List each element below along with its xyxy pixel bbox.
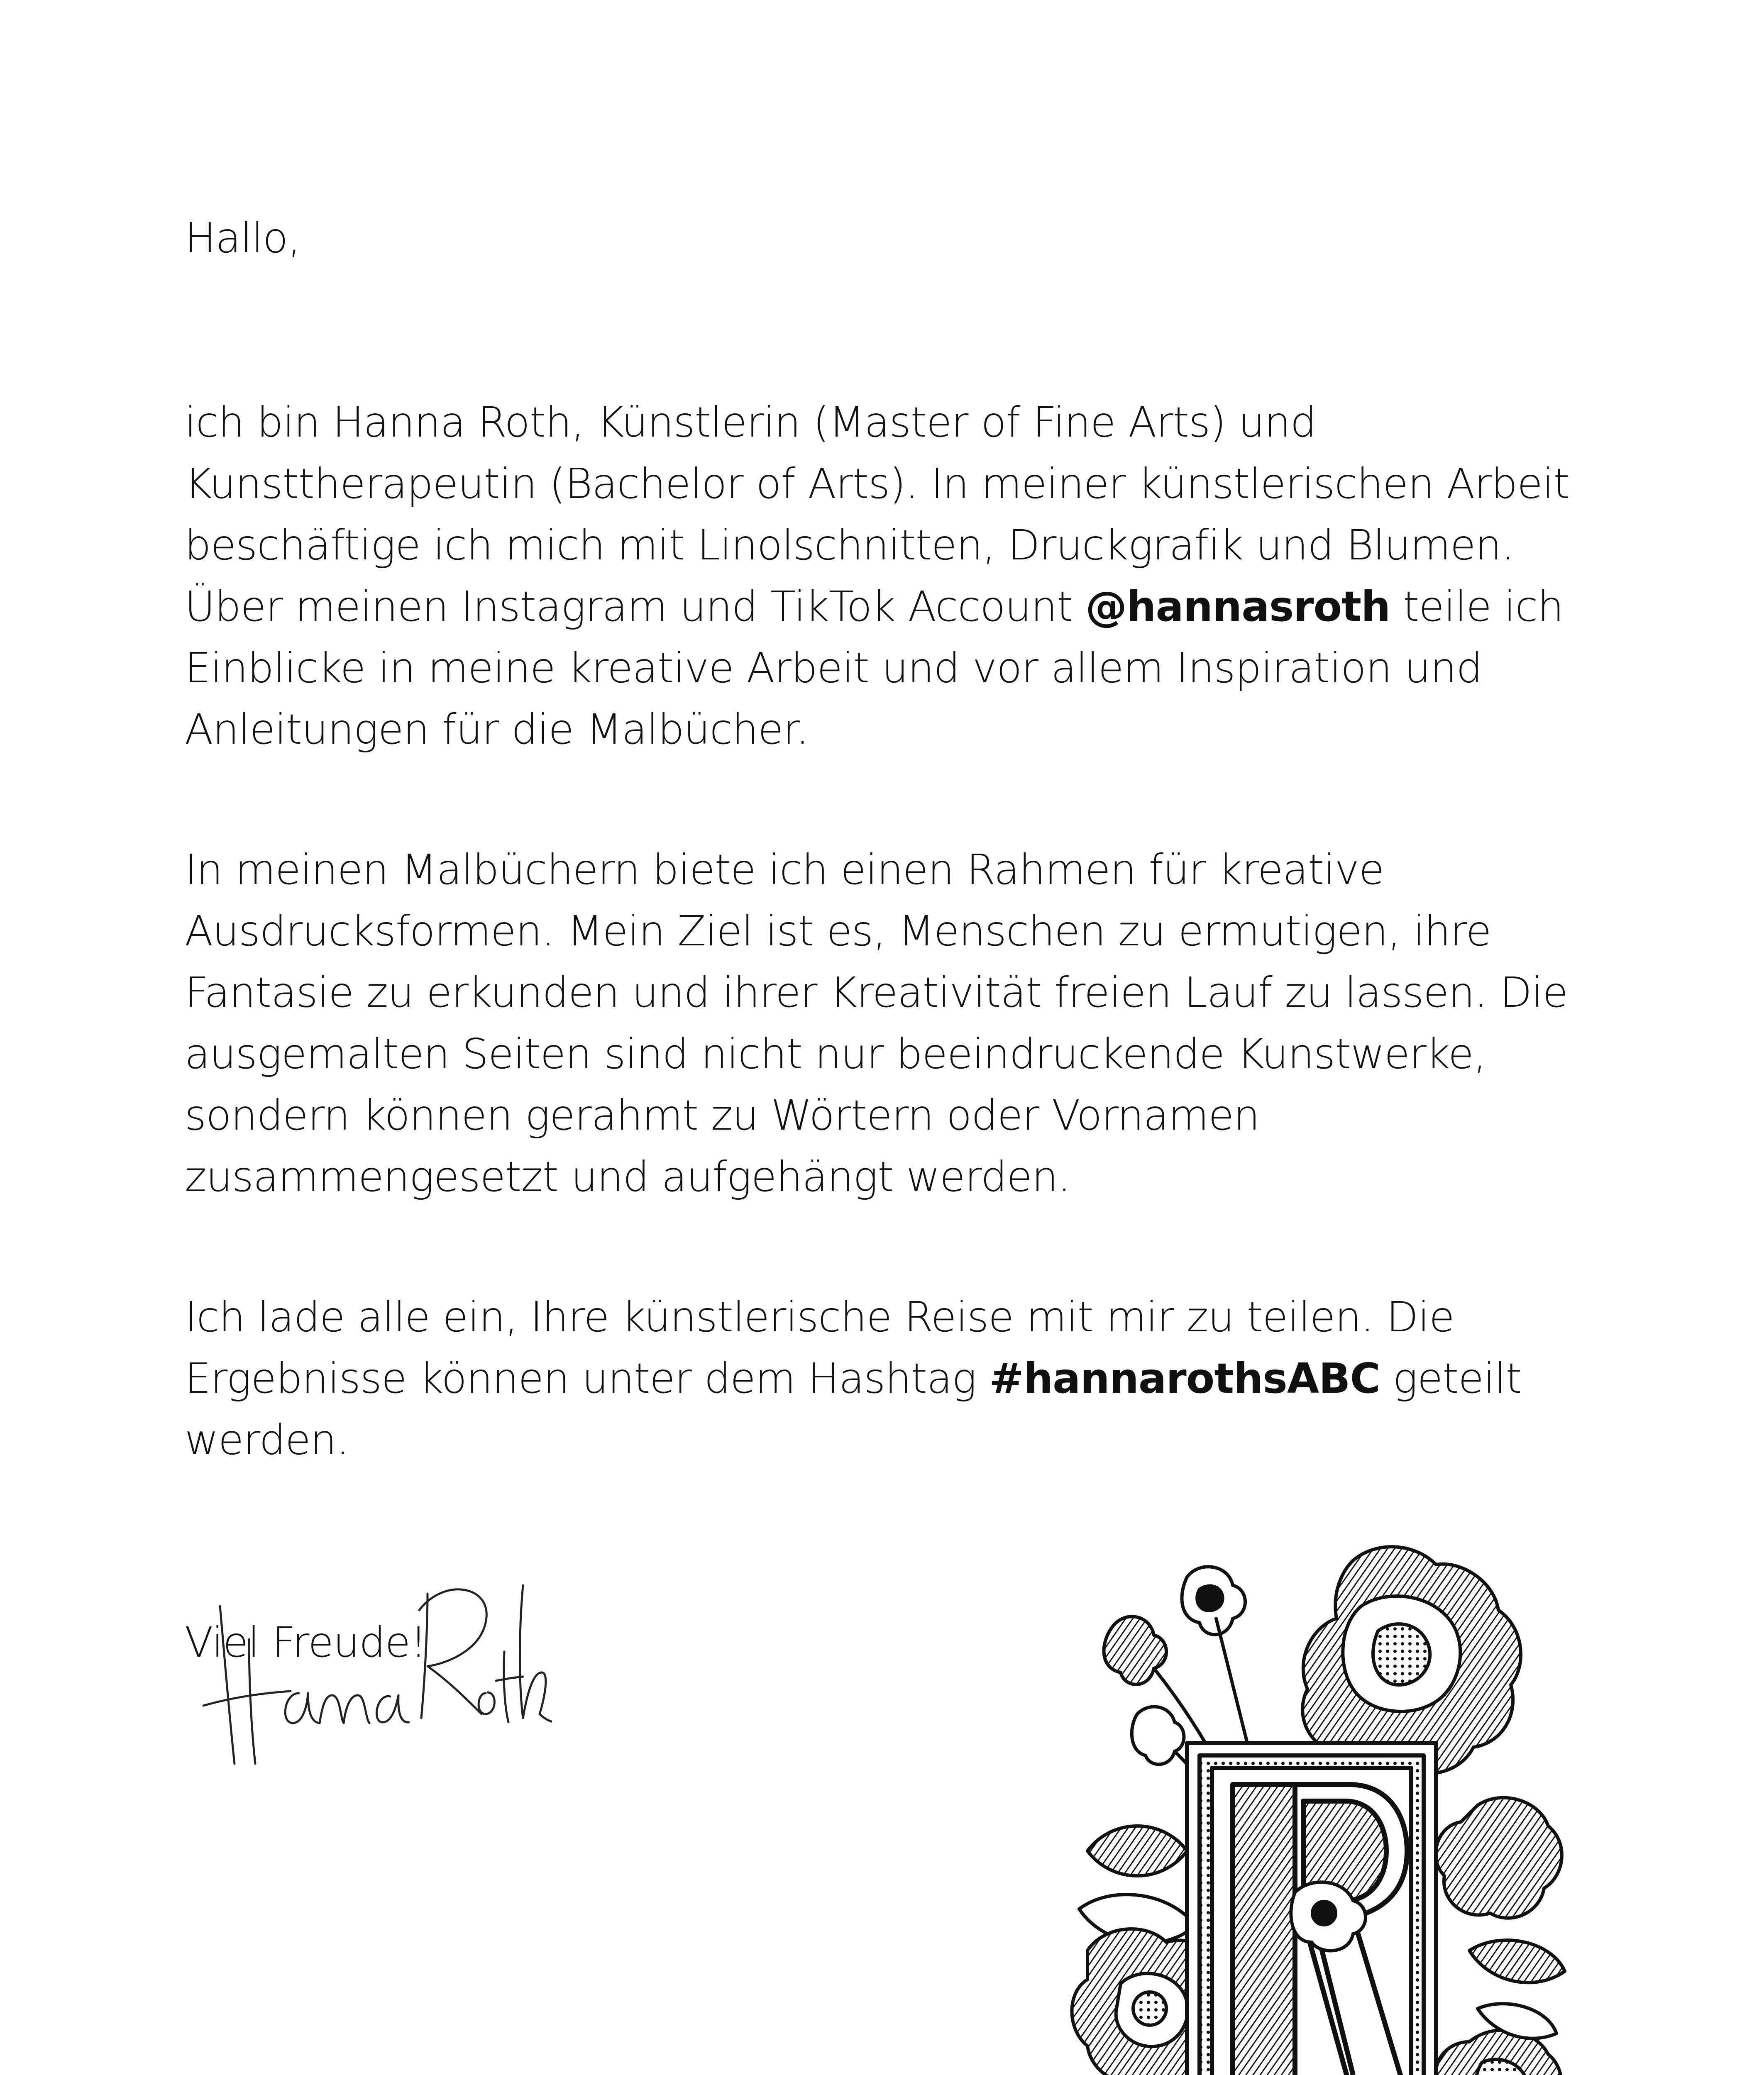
paragraph-intro-text-1: ich bin Hanna Roth, Künstlerin (Master of Fine Arts) und Kunsttherapeutin (Bachelor of Arts). In meiner künstlerischen Arbeit beschäftige ich mich mit Linolschnitten, Druckgrafik und Blumen. Über meinen Instagram und TikTok Account xyxy=(185,398,1569,631)
paragraph-invitation-text-1: Ich lade alle ein, Ihre künstlerische Reise mit mir zu teilen. Die Ergebnisse können unter dem Hashtag xyxy=(185,1293,1454,1403)
paragraph-intro xyxy=(185,392,1575,760)
closing: Viel Freude! xyxy=(185,1618,427,1667)
paragraph-intro-text-2: teile ich Einblicke in meine kreative Arbeit und vor allem Inspiration und Anleitungen für die Malbücher. xyxy=(185,582,1564,754)
greeting: Hallo, xyxy=(185,214,301,262)
signature-icon xyxy=(195,1569,552,1801)
paragraph-invitation-text-2: geteilt werden. xyxy=(185,1354,1522,1464)
paragraph-coloring-books: In meinen Malbüchern biete ich einen Rahmen für kreative Ausdrucksformen. Mein Ziel ist es, Menschen zu ermutigen, ihre Fantasie zu erkunden und ihrer Kreativität freien Lauf zu lassen. Die ausgemalten Seiten sind nicht nur beeindruckende Kunstwerke, sondern können gerahmt zu Wörtern oder Vornamen zusammengesetzt und aufgehängt werden. xyxy=(185,845,1568,1201)
floral-monogram-r-icon xyxy=(1063,1536,1573,2075)
instagram-handle: @hannasroth xyxy=(1085,582,1390,631)
paragraph-invitation xyxy=(185,1286,1575,1471)
hashtag: #hannarothsABC xyxy=(989,1354,1380,1403)
letter-body xyxy=(185,208,1575,1673)
